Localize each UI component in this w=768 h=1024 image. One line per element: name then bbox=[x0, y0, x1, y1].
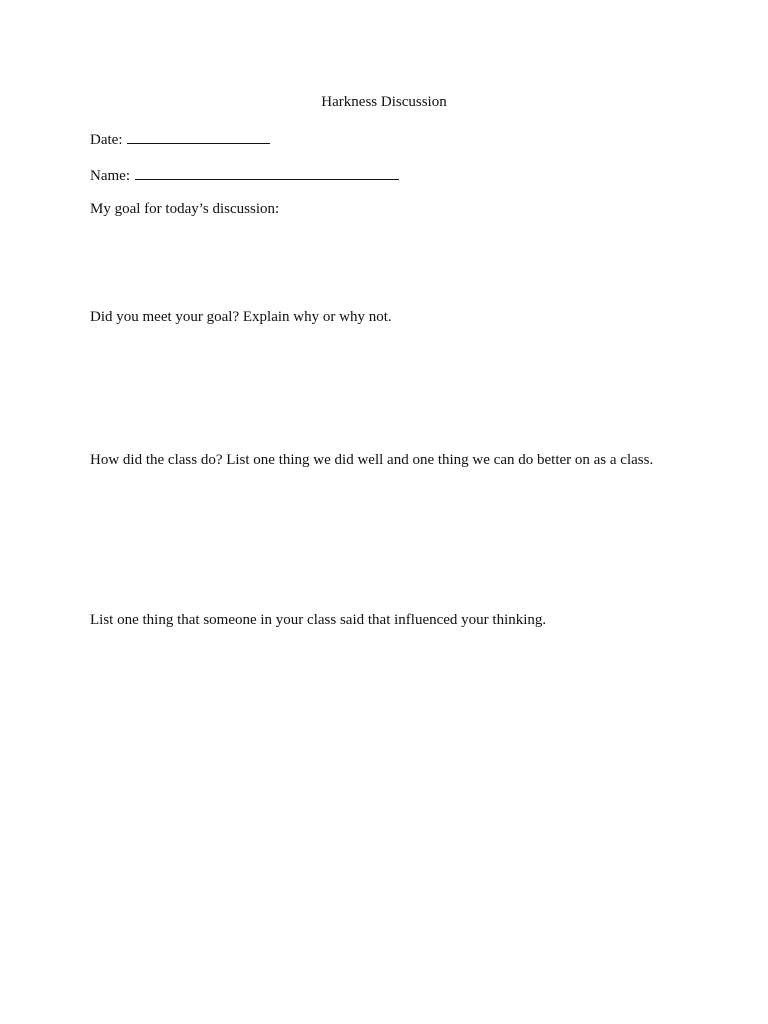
name-blank-line[interactable] bbox=[135, 165, 399, 180]
document-title: Harkness Discussion bbox=[321, 94, 447, 110]
influence-prompt: List one thing that someone in your class said that influenced your thinking. bbox=[90, 612, 547, 628]
name-field-row bbox=[90, 165, 399, 185]
date-field-row bbox=[90, 129, 270, 149]
class-evaluation-prompt: How did the class do? List one thing we did well and one thing we can do better on as a class. bbox=[90, 452, 654, 468]
date-blank-line[interactable] bbox=[127, 129, 270, 144]
date-label: Date: bbox=[90, 132, 123, 148]
goal-reflection-prompt: Did you meet your goal? Explain why or why not. bbox=[90, 309, 392, 325]
name-label: Name: bbox=[90, 168, 130, 184]
goal-prompt: My goal for today’s discussion: bbox=[90, 201, 280, 217]
